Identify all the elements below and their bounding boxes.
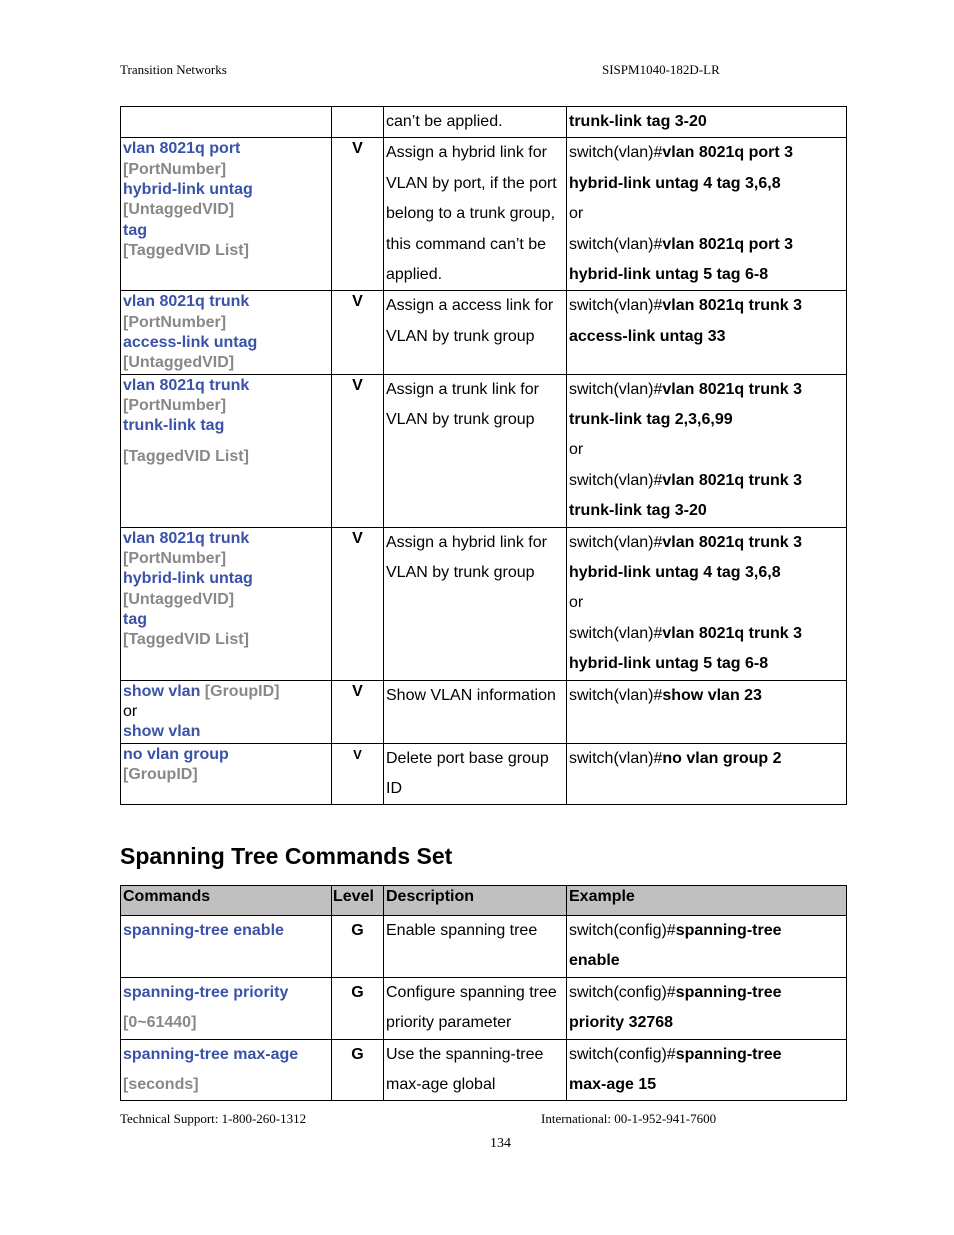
example-line [569, 558, 846, 588]
description-cell: Show VLAN information [384, 680, 567, 743]
header-example: Example [567, 886, 847, 916]
command-keyword: vlan 8021q trunk [123, 529, 250, 547]
description-cell: Assign a hybrid link for VLAN by port, if the port belong to a trunk group, this command can’t be applied. [384, 138, 567, 291]
command-cell [121, 916, 332, 978]
command-parameter: [UntaggedVID] [123, 201, 235, 219]
header-model: SISPM1040-182D-LR [602, 62, 720, 77]
level-cell: V [332, 743, 384, 805]
stp-table-body [121, 916, 847, 1101]
example-line [569, 199, 846, 229]
example-command: vlan 8021q port 3 [662, 144, 794, 162]
example-line [569, 405, 846, 435]
example-prompt: switch(vlan)# [569, 297, 663, 315]
vlan-table-body [121, 107, 847, 805]
spanning-tree-commands-table [120, 885, 847, 1101]
example-prompt: or [569, 205, 584, 223]
example-command: spanning-tree [675, 1045, 782, 1063]
example-prompt: switch(vlan)# [569, 144, 663, 162]
example-prompt: switch(vlan)# [569, 749, 663, 767]
table-row [121, 107, 847, 138]
example-cell [567, 916, 847, 978]
example-line [569, 681, 846, 711]
command-parameter: [UntaggedVID] [123, 590, 235, 608]
example-prompt: switch(vlan)# [569, 471, 663, 489]
command-keyword: tag [123, 610, 147, 628]
example-line [569, 744, 846, 774]
command-keyword: access-link untag [123, 334, 258, 352]
table-row [121, 1039, 847, 1101]
level-cell: V [332, 291, 384, 374]
example-cell [567, 977, 847, 1039]
example-command: vlan 8021q trunk 3 [662, 533, 802, 551]
command-cell [121, 527, 332, 680]
table-row [121, 374, 847, 527]
level-cell [332, 107, 384, 138]
table-row [121, 138, 847, 291]
example-command: hybrid-link untag 5 tag 6-8 [569, 266, 769, 284]
level-cell: G [332, 916, 384, 978]
command-keyword: no vlan group [123, 745, 229, 763]
example-command: vlan 8021q trunk 3 [662, 624, 802, 642]
description-cell: Configure spanning tree priority parameter [384, 977, 567, 1039]
example-command: trunk-link tag 3-20 [569, 113, 707, 130]
command-cell [121, 977, 332, 1039]
command-or: or [123, 702, 138, 720]
example-cell [567, 1039, 847, 1101]
level-cell: G [332, 977, 384, 1039]
example-prompt: switch(config)# [569, 983, 676, 1001]
footer-support: Technical Support: 1-800-260-1312 [120, 1111, 307, 1126]
example-command: access-link untag 33 [569, 327, 726, 345]
command-cell [121, 374, 332, 527]
command-parameter: [PortNumber] [123, 396, 227, 414]
command-keyword: show vlan [123, 682, 201, 700]
example-line [569, 916, 846, 946]
command-keyword: spanning-tree max-age [123, 1045, 299, 1063]
command-cell [121, 743, 332, 805]
example-command: priority 32768 [569, 1014, 674, 1032]
command-keyword: spanning-tree priority [123, 983, 289, 1001]
example-line [569, 1070, 846, 1100]
example-line [569, 322, 846, 352]
command-parameter: [UntaggedVID] [123, 354, 235, 372]
command-keyword: spanning-tree enable [123, 922, 284, 939]
example-line [569, 466, 846, 496]
table-row [121, 527, 847, 680]
example-command: hybrid-link untag 4 tag 3,6,8 [569, 174, 781, 192]
example-prompt: or [569, 594, 584, 612]
header-level: Level [332, 886, 384, 916]
table-header-row [121, 886, 847, 916]
level-cell: G [332, 1039, 384, 1101]
example-cell [567, 743, 847, 805]
description-cell: Assign a hybrid link for VLAN by trunk group [384, 527, 567, 680]
example-line [569, 588, 846, 618]
header-description: Description [384, 886, 567, 916]
example-cell [567, 138, 847, 291]
command-parameter: [PortNumber] [123, 313, 227, 331]
example-line [569, 375, 846, 405]
command-keyword: trunk-link tag [123, 417, 225, 435]
example-command: enable [569, 952, 620, 970]
example-command: vlan 8021q port 3 [662, 235, 794, 253]
table-row [121, 977, 847, 1039]
command-keyword: hybrid-link untag [123, 570, 253, 588]
command-parameter: [seconds] [123, 1076, 199, 1094]
command-keyword: vlan 8021q trunk [123, 376, 250, 394]
example-line [569, 496, 846, 526]
example-command: vlan 8021q trunk 3 [662, 297, 802, 315]
command-keyword: show vlan [123, 723, 201, 741]
example-line [569, 107, 846, 137]
spacer [123, 437, 331, 447]
example-prompt: or [569, 441, 584, 459]
example-prompt: switch(vlan)# [569, 380, 663, 398]
level-cell: V [332, 680, 384, 743]
description-cell: Use the spanning-tree max-age global [384, 1039, 567, 1101]
example-prompt: switch(vlan)# [569, 624, 663, 642]
example-cell [567, 680, 847, 743]
table-row [121, 291, 847, 374]
command-cell [121, 138, 332, 291]
command-parameter: [PortNumber] [123, 160, 227, 178]
example-command: hybrid-link untag 4 tag 3,6,8 [569, 564, 781, 582]
vlan-commands-table [120, 106, 847, 805]
section-title: Spanning Tree Commands Set [120, 843, 453, 869]
example-cell [567, 107, 847, 138]
example-line [569, 291, 846, 321]
example-line [569, 619, 846, 649]
example-command: trunk-link tag 2,3,6,99 [569, 411, 733, 429]
command-parameter: [TaggedVID List] [123, 241, 249, 259]
page-number: 134 [490, 1136, 511, 1151]
example-cell [567, 291, 847, 374]
example-command: spanning-tree [675, 983, 782, 1001]
level-cell: V [332, 527, 384, 680]
table-row [121, 916, 847, 978]
example-command: no vlan group 2 [662, 749, 782, 767]
description-cell: Delete port base group ID [384, 743, 567, 805]
example-command: vlan 8021q trunk 3 [662, 380, 802, 398]
command-cell [121, 291, 332, 374]
description-cell: Enable spanning tree [384, 916, 567, 978]
example-line [569, 260, 846, 290]
example-cell [567, 374, 847, 527]
example-line [569, 1008, 846, 1038]
example-prompt: switch(config)# [569, 922, 676, 939]
command-cell [121, 107, 332, 138]
example-command: vlan 8021q trunk 3 [662, 471, 802, 489]
example-line [569, 230, 846, 260]
level-cell: V [332, 374, 384, 527]
example-line [569, 978, 846, 1008]
example-prompt: switch(config)# [569, 1045, 676, 1063]
example-line [569, 649, 846, 679]
command-parameter: [0~61440] [123, 1014, 197, 1032]
example-line [569, 435, 846, 465]
description-cell: Assign a access link for VLAN by trunk group [384, 291, 567, 374]
description-cell: can’t be applied. [384, 107, 567, 138]
example-prompt: switch(vlan)# [569, 686, 663, 704]
command-parameter: [PortNumber] [123, 549, 227, 567]
level-cell: V [332, 138, 384, 291]
command-parameter: [GroupID] [123, 765, 198, 783]
example-command: show vlan 23 [662, 686, 762, 704]
command-parameter: [GroupID] [200, 682, 280, 700]
example-command: trunk-link tag 3-20 [569, 502, 707, 520]
header-company: Transition Networks [120, 62, 227, 77]
example-line [569, 528, 846, 558]
description-cell: Assign a trunk link for VLAN by trunk group [384, 374, 567, 527]
command-keyword: hybrid-link untag [123, 181, 253, 198]
command-parameter: [TaggedVID List] [123, 447, 249, 465]
example-command: max-age 15 [569, 1076, 657, 1094]
example-line [569, 169, 846, 199]
command-keyword: vlan 8021q trunk [123, 293, 250, 311]
example-cell [567, 527, 847, 680]
footer-international: International: 00-1-952-941-7600 [541, 1111, 717, 1126]
header-commands: Commands [121, 886, 332, 916]
example-line [569, 946, 846, 976]
example-line [569, 1040, 846, 1070]
command-cell [121, 680, 332, 743]
table-row [121, 743, 847, 805]
table-row [121, 680, 847, 743]
example-line [569, 138, 846, 168]
command-cell [121, 1039, 332, 1101]
command-keyword: vlan 8021q port [123, 140, 241, 158]
command-parameter: [TaggedVID List] [123, 631, 249, 649]
example-command: hybrid-link untag 5 tag 6-8 [569, 655, 769, 673]
example-prompt: switch(vlan)# [569, 533, 663, 551]
example-prompt: switch(vlan)# [569, 235, 663, 253]
example-command: spanning-tree [675, 922, 782, 939]
command-keyword: tag [123, 221, 147, 239]
